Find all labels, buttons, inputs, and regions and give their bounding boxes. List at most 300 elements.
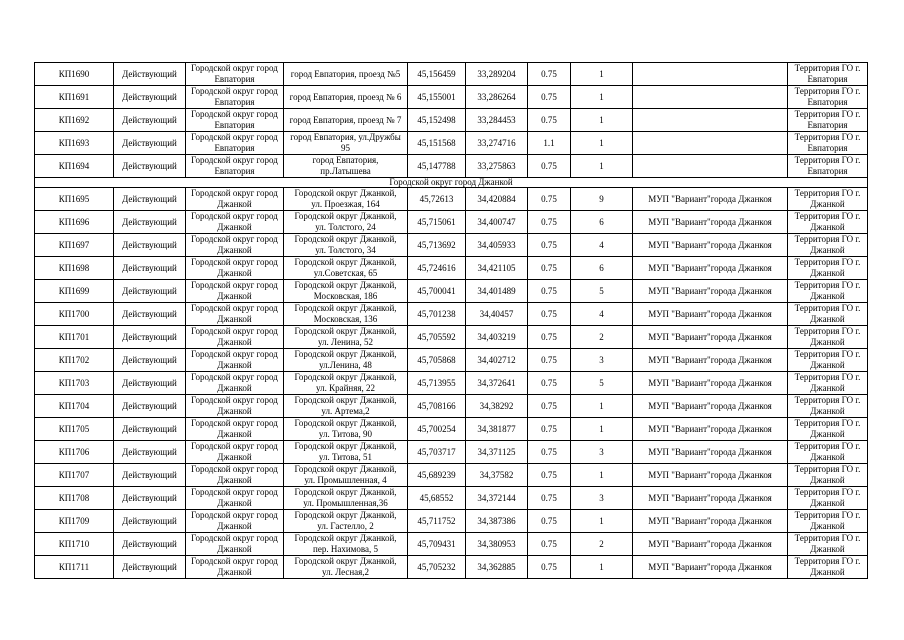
address-cell: [284, 280, 408, 303]
container-volume-cell: 0.75: [528, 441, 571, 464]
latitude-cell: 45,708166: [408, 395, 466, 418]
district-line-2: Джанкой: [217, 291, 252, 301]
address-cell: [284, 303, 408, 326]
table-row: [35, 441, 868, 464]
point-id-cell: КП1710: [35, 533, 114, 556]
point-id-cell: КП1693: [35, 132, 114, 155]
container-count-cell: 5: [571, 280, 633, 303]
address-line-2: ул. Титова, 90: [318, 429, 373, 439]
longitude-cell: 34,37582: [466, 464, 528, 487]
district-line-2: Джанкой: [217, 498, 252, 508]
owner-cell: МУП "Вариант"города Джанкоя: [633, 372, 788, 395]
territory-cell: [788, 395, 868, 418]
container-volume-cell: 0.75: [528, 257, 571, 280]
territory-cell: [788, 533, 868, 556]
point-id-cell: КП1691: [35, 86, 114, 109]
latitude-cell: 45,156459: [408, 63, 466, 86]
address-line-1: город Евпатория, проезд №5: [290, 68, 401, 79]
district-line-1: Городской округ город: [191, 326, 278, 336]
address-cell: [284, 556, 408, 579]
owner-cell: [633, 155, 788, 178]
point-id-cell: КП1704: [35, 395, 114, 418]
container-count-cell: 1: [571, 155, 633, 178]
owner-cell: [633, 63, 788, 86]
container-volume-cell: 0.75: [528, 395, 571, 418]
address-cell: [284, 510, 408, 533]
district-line-2: Джанкой: [217, 429, 252, 439]
territory-line-2: Евпатория: [807, 143, 848, 153]
owner-cell: МУП "Вариант"города Джанкоя: [633, 303, 788, 326]
territory-cell: [788, 372, 868, 395]
address-cell: [284, 326, 408, 349]
territory-line-1: Территория ГО г.: [794, 395, 861, 405]
address-line-2: ул. Толстого, 24: [315, 222, 376, 232]
district-line-1: Городской округ город: [191, 556, 278, 566]
district-line-1: Городской округ город: [191, 533, 278, 543]
table-row: [35, 418, 868, 441]
point-id-cell: КП1705: [35, 418, 114, 441]
district-cell: [186, 533, 284, 556]
status-cell: Действующий: [114, 63, 186, 86]
territory-cell: [788, 418, 868, 441]
status-cell: Действующий: [114, 510, 186, 533]
point-id-cell: КП1700: [35, 303, 114, 326]
territory-line-2: Джанкой: [810, 291, 845, 301]
district-line-2: Джанкой: [217, 199, 252, 209]
territory-line-2: Джанкой: [810, 452, 845, 462]
address-cell: [284, 441, 408, 464]
owner-cell: МУП "Вариант"города Джанкоя: [633, 464, 788, 487]
container-volume-cell: 1.1: [528, 132, 571, 155]
address-cell: [284, 86, 408, 109]
address-line-1: город Евпатория, проезд № 7: [289, 114, 402, 125]
container-count-cell: 1: [571, 86, 633, 109]
point-id-cell: КП1697: [35, 234, 114, 257]
territory-line-1: Территория ГО г.: [794, 280, 861, 290]
owner-cell: [633, 132, 788, 155]
district-line-1: Городской округ город: [191, 188, 278, 198]
address-line-2: ул. Промышленная,36: [303, 498, 388, 508]
point-id-cell: КП1698: [35, 257, 114, 280]
territory-line-2: Джанкой: [810, 199, 845, 209]
district-line-1: Городской округ город: [191, 211, 278, 221]
point-id-cell: КП1711: [35, 556, 114, 579]
owner-cell: МУП "Вариант"города Джанкоя: [633, 349, 788, 372]
longitude-cell: 34,372144: [466, 487, 528, 510]
district-line-2: Джанкой: [217, 406, 252, 416]
territory-line-2: Евпатория: [807, 97, 848, 107]
territory-line-2: Джанкой: [810, 222, 845, 232]
table-row: [35, 395, 868, 418]
latitude-cell: 45,705592: [408, 326, 466, 349]
longitude-cell: 33,275863: [466, 155, 528, 178]
container-volume-cell: 0.75: [528, 63, 571, 86]
status-cell: Действующий: [114, 418, 186, 441]
table-body-dzhankoy: [35, 188, 868, 579]
territory-cell: [788, 109, 868, 132]
owner-cell: МУП "Вариант"города Джанкоя: [633, 533, 788, 556]
district-line-2: Джанкой: [217, 521, 252, 531]
district-line-1: Городской округ город: [191, 155, 278, 165]
longitude-cell: 33,274716: [466, 132, 528, 155]
container-count-cell: 1: [571, 418, 633, 441]
district-cell: [186, 188, 284, 211]
address-line-1: Городской округ Джанкой,: [294, 533, 397, 543]
territory-cell: [788, 556, 868, 579]
address-cell: [284, 395, 408, 418]
container-count-cell: 2: [571, 326, 633, 349]
territory-line-2: Евпатория: [807, 166, 848, 176]
address-cell: [284, 464, 408, 487]
territory-line-2: Джанкой: [810, 544, 845, 554]
table-row: [35, 109, 868, 132]
section-title: Городской округ город Джанкой: [35, 178, 868, 188]
district-line-1: Городской округ город: [191, 487, 278, 497]
status-cell: Действующий: [114, 395, 186, 418]
territory-line-2: Джанкой: [810, 406, 845, 416]
container-volume-cell: 0.75: [528, 349, 571, 372]
longitude-cell: 34,381877: [466, 418, 528, 441]
container-count-cell: 5: [571, 372, 633, 395]
owner-cell: МУП "Вариант"города Джанкоя: [633, 395, 788, 418]
latitude-cell: 45,68552: [408, 487, 466, 510]
point-id-cell: КП1692: [35, 109, 114, 132]
address-line-2: пр.Латышева: [320, 166, 371, 176]
status-cell: Действующий: [114, 109, 186, 132]
latitude-cell: 45,700041: [408, 280, 466, 303]
address-line-2: ул. Проезжая, 164: [311, 199, 380, 209]
address-line-1: Городской округ Джанкой,: [294, 418, 397, 428]
territory-cell: [788, 132, 868, 155]
latitude-cell: 45,709431: [408, 533, 466, 556]
latitude-cell: 45,147788: [408, 155, 466, 178]
latitude-cell: 45,711752: [408, 510, 466, 533]
district-cell: [186, 63, 284, 86]
address-cell: [284, 234, 408, 257]
longitude-cell: 34,372641: [466, 372, 528, 395]
address-line-2: ул. Промышленная, 4: [304, 475, 387, 485]
container-volume-cell: 0.75: [528, 86, 571, 109]
owner-cell: МУП "Вариант"города Джанкоя: [633, 188, 788, 211]
table-row: [35, 211, 868, 234]
district-line-1: Городской округ город: [191, 372, 278, 382]
district-line-2: Джанкой: [217, 452, 252, 462]
latitude-cell: 45,715061: [408, 211, 466, 234]
table-row: [35, 234, 868, 257]
table-row: [35, 63, 868, 86]
table-row: [35, 464, 868, 487]
point-id-cell: КП1699: [35, 280, 114, 303]
district-line-2: Джанкой: [217, 222, 252, 232]
district-line-2: Джанкой: [217, 268, 252, 278]
territory-line-1: Территория ГО г.: [794, 510, 861, 520]
address-line-2: Московская, 186: [313, 291, 378, 301]
address-line-1: Городской округ Джанкой,: [294, 395, 397, 405]
status-cell: Действующий: [114, 326, 186, 349]
longitude-cell: 34,371125: [466, 441, 528, 464]
address-cell: [284, 188, 408, 211]
territory-cell: [788, 188, 868, 211]
territory-line-2: Джанкой: [810, 567, 845, 577]
territory-line-1: Территория ГО г.: [794, 372, 861, 382]
longitude-cell: 33,286264: [466, 86, 528, 109]
longitude-cell: 34,403219: [466, 326, 528, 349]
territory-line-1: Территория ГО г.: [794, 188, 861, 198]
district-cell: [186, 86, 284, 109]
address-cell: [284, 257, 408, 280]
district-line-1: Городской округ город: [191, 441, 278, 451]
container-volume-cell: 0.75: [528, 487, 571, 510]
territory-line-1: Территория ГО г.: [794, 303, 861, 313]
district-cell: [186, 349, 284, 372]
territory-cell: [788, 303, 868, 326]
district-cell: [186, 510, 284, 533]
longitude-cell: 34,420884: [466, 188, 528, 211]
address-cell: [284, 418, 408, 441]
longitude-cell: 33,289204: [466, 63, 528, 86]
district-cell: [186, 211, 284, 234]
district-line-2: Джанкой: [217, 245, 252, 255]
address-line-1: Городской округ Джанкой,: [294, 211, 397, 221]
latitude-cell: 45,705232: [408, 556, 466, 579]
district-line-1: Городской округ город: [191, 464, 278, 474]
container-count-cell: 9: [571, 188, 633, 211]
address-line-1: Городской округ Джанкой,: [294, 487, 397, 497]
district-line-1: Городской округ город: [191, 280, 278, 290]
address-line-2: ул. Крайняя, 22: [315, 383, 375, 393]
latitude-cell: 45,155001: [408, 86, 466, 109]
container-count-cell: 3: [571, 349, 633, 372]
container-volume-cell: 0.75: [528, 155, 571, 178]
container-count-cell: 1: [571, 510, 633, 533]
address-cell: [284, 372, 408, 395]
table-row: [35, 280, 868, 303]
container-volume-cell: 0.75: [528, 211, 571, 234]
container-volume-cell: 0.75: [528, 303, 571, 326]
district-cell: [186, 441, 284, 464]
status-cell: Действующий: [114, 188, 186, 211]
district-line-2: Джанкой: [217, 475, 252, 485]
address-line-1: город Евпатория, ул.Дружбы: [290, 132, 401, 142]
address-line-2: ул. Толстого, 34: [315, 245, 376, 255]
address-line-1: Городской округ Джанкой,: [294, 280, 397, 290]
territory-line-1: Территория ГО г.: [794, 326, 861, 336]
longitude-cell: 34,402712: [466, 349, 528, 372]
territory-cell: [788, 280, 868, 303]
point-id-cell: КП1701: [35, 326, 114, 349]
address-line-1: Городской округ Джанкой,: [294, 556, 397, 566]
table-row: [35, 132, 868, 155]
collection-points-table: [34, 62, 868, 579]
address-line-1: Городской округ Джанкой,: [294, 234, 397, 244]
container-volume-cell: 0.75: [528, 188, 571, 211]
status-cell: Действующий: [114, 132, 186, 155]
status-cell: Действующий: [114, 464, 186, 487]
district-cell: [186, 109, 284, 132]
address-line-1: Городской округ Джанкой,: [294, 188, 397, 198]
territory-cell: [788, 257, 868, 280]
territory-cell: [788, 326, 868, 349]
address-line-1: Городской округ Джанкой,: [294, 464, 397, 474]
latitude-cell: 45,689239: [408, 464, 466, 487]
container-count-cell: 1: [571, 395, 633, 418]
territory-line-1: Территория ГО г.: [794, 86, 861, 96]
district-cell: [186, 464, 284, 487]
owner-cell: МУП "Вариант"города Джанкоя: [633, 441, 788, 464]
territory-line-1: Территория ГО г.: [794, 155, 861, 165]
district-line-2: Джанкой: [217, 567, 252, 577]
status-cell: Действующий: [114, 155, 186, 178]
owner-cell: МУП "Вариант"города Джанкоя: [633, 556, 788, 579]
territory-line-1: Территория ГО г.: [794, 234, 861, 244]
table-row: [35, 510, 868, 533]
owner-cell: МУП "Вариант"города Джанкоя: [633, 257, 788, 280]
territory-line-2: Джанкой: [810, 337, 845, 347]
district-line-2: Джанкой: [217, 314, 252, 324]
territory-line-1: Территория ГО г.: [794, 441, 861, 451]
container-count-cell: 2: [571, 533, 633, 556]
territory-cell: [788, 63, 868, 86]
status-cell: Действующий: [114, 533, 186, 556]
address-line-2: ул. Гастелло, 2: [317, 521, 374, 531]
territory-cell: [788, 487, 868, 510]
territory-line-1: Территория ГО г.: [794, 487, 861, 497]
status-cell: Действующий: [114, 234, 186, 257]
district-cell: [186, 326, 284, 349]
address-line-1: город Евпатория,: [312, 155, 379, 165]
table-row: [35, 257, 868, 280]
district-line-2: Евпатория: [214, 120, 255, 130]
district-cell: [186, 280, 284, 303]
table-row: [35, 349, 868, 372]
container-volume-cell: 0.75: [528, 234, 571, 257]
district-cell: [186, 556, 284, 579]
status-cell: Действующий: [114, 86, 186, 109]
table-row: [35, 487, 868, 510]
table-row: [35, 372, 868, 395]
status-cell: Действующий: [114, 441, 186, 464]
district-line-1: Городской округ город: [191, 63, 278, 73]
point-id-cell: КП1708: [35, 487, 114, 510]
district-line-1: Городской округ город: [191, 86, 278, 96]
longitude-cell: 34,401489: [466, 280, 528, 303]
territory-line-2: Джанкой: [810, 314, 845, 324]
longitude-cell: 34,387386: [466, 510, 528, 533]
territory-cell: [788, 441, 868, 464]
territory-line-1: Территория ГО г.: [794, 464, 861, 474]
address-line-1: Городской округ Джанкой,: [294, 510, 397, 520]
address-cell: [284, 211, 408, 234]
address-line-2: ул.Ленина, 48: [319, 360, 372, 370]
territory-cell: [788, 464, 868, 487]
territory-line-1: Территория ГО г.: [794, 63, 861, 73]
point-id-cell: КП1694: [35, 155, 114, 178]
territory-line-1: Территория ГО г.: [794, 533, 861, 543]
latitude-cell: 45,703717: [408, 441, 466, 464]
territory-line-1: Территория ГО г.: [794, 418, 861, 428]
address-line-1: Городской округ Джанкой,: [294, 441, 397, 451]
district-line-1: Городской округ город: [191, 349, 278, 359]
district-cell: [186, 155, 284, 178]
status-cell: Действующий: [114, 280, 186, 303]
point-id-cell: КП1707: [35, 464, 114, 487]
address-cell: [284, 155, 408, 178]
territory-line-2: Евпатория: [807, 120, 848, 130]
latitude-cell: 45,151568: [408, 132, 466, 155]
container-count-cell: 6: [571, 257, 633, 280]
territory-line-1: Территория ГО г.: [794, 349, 861, 359]
point-id-cell: КП1695: [35, 188, 114, 211]
container-volume-cell: 0.75: [528, 510, 571, 533]
district-line-1: Городской округ город: [191, 257, 278, 267]
longitude-cell: 34,362885: [466, 556, 528, 579]
latitude-cell: 45,700254: [408, 418, 466, 441]
owner-cell: МУП "Вариант"города Джанкоя: [633, 234, 788, 257]
district-cell: [186, 418, 284, 441]
territory-line-2: Джанкой: [810, 429, 845, 439]
table-row: [35, 155, 868, 178]
address-cell: [284, 109, 408, 132]
district-cell: [186, 132, 284, 155]
longitude-cell: 34,405933: [466, 234, 528, 257]
district-line-1: Городской округ город: [191, 418, 278, 428]
container-count-cell: 3: [571, 487, 633, 510]
territory-line-2: Евпатория: [807, 74, 848, 84]
status-cell: Действующий: [114, 556, 186, 579]
container-count-cell: 1: [571, 556, 633, 579]
table-body-evpatoria: [35, 63, 868, 178]
container-count-cell: 4: [571, 303, 633, 326]
latitude-cell: 45,724616: [408, 257, 466, 280]
district-line-2: Джанкой: [217, 383, 252, 393]
container-volume-cell: 0.75: [528, 418, 571, 441]
address-line-2: ул. Артема,2: [321, 406, 370, 416]
territory-line-1: Территория ГО г.: [794, 109, 861, 119]
territory-line-2: Джанкой: [810, 498, 845, 508]
container-volume-cell: 0.75: [528, 280, 571, 303]
address-line-2: Московская, 136: [313, 314, 378, 324]
point-id-cell: КП1696: [35, 211, 114, 234]
district-cell: [186, 395, 284, 418]
table-row: [35, 86, 868, 109]
point-id-cell: КП1690: [35, 63, 114, 86]
territory-cell: [788, 510, 868, 533]
district-line-2: Евпатория: [214, 74, 255, 84]
district-line-1: Городской округ город: [191, 510, 278, 520]
district-line-1: Городской округ город: [191, 234, 278, 244]
territory-line-2: Джанкой: [810, 475, 845, 485]
point-id-cell: КП1703: [35, 372, 114, 395]
territory-line-2: Джанкой: [810, 383, 845, 393]
district-line-2: Евпатория: [214, 166, 255, 176]
status-cell: Действующий: [114, 487, 186, 510]
address-line-2: 95: [341, 143, 350, 153]
document-page: [34, 62, 868, 579]
latitude-cell: 45,701238: [408, 303, 466, 326]
territory-cell: [788, 349, 868, 372]
territory-cell: [788, 155, 868, 178]
longitude-cell: 34,400747: [466, 211, 528, 234]
owner-cell: [633, 109, 788, 132]
point-id-cell: КП1706: [35, 441, 114, 464]
longitude-cell: 34,380953: [466, 533, 528, 556]
container-count-cell: 1: [571, 464, 633, 487]
latitude-cell: 45,713692: [408, 234, 466, 257]
district-cell: [186, 257, 284, 280]
address-cell: [284, 132, 408, 155]
district-line-2: Евпатория: [214, 97, 255, 107]
address-line-1: Городской округ Джанкой,: [294, 257, 397, 267]
